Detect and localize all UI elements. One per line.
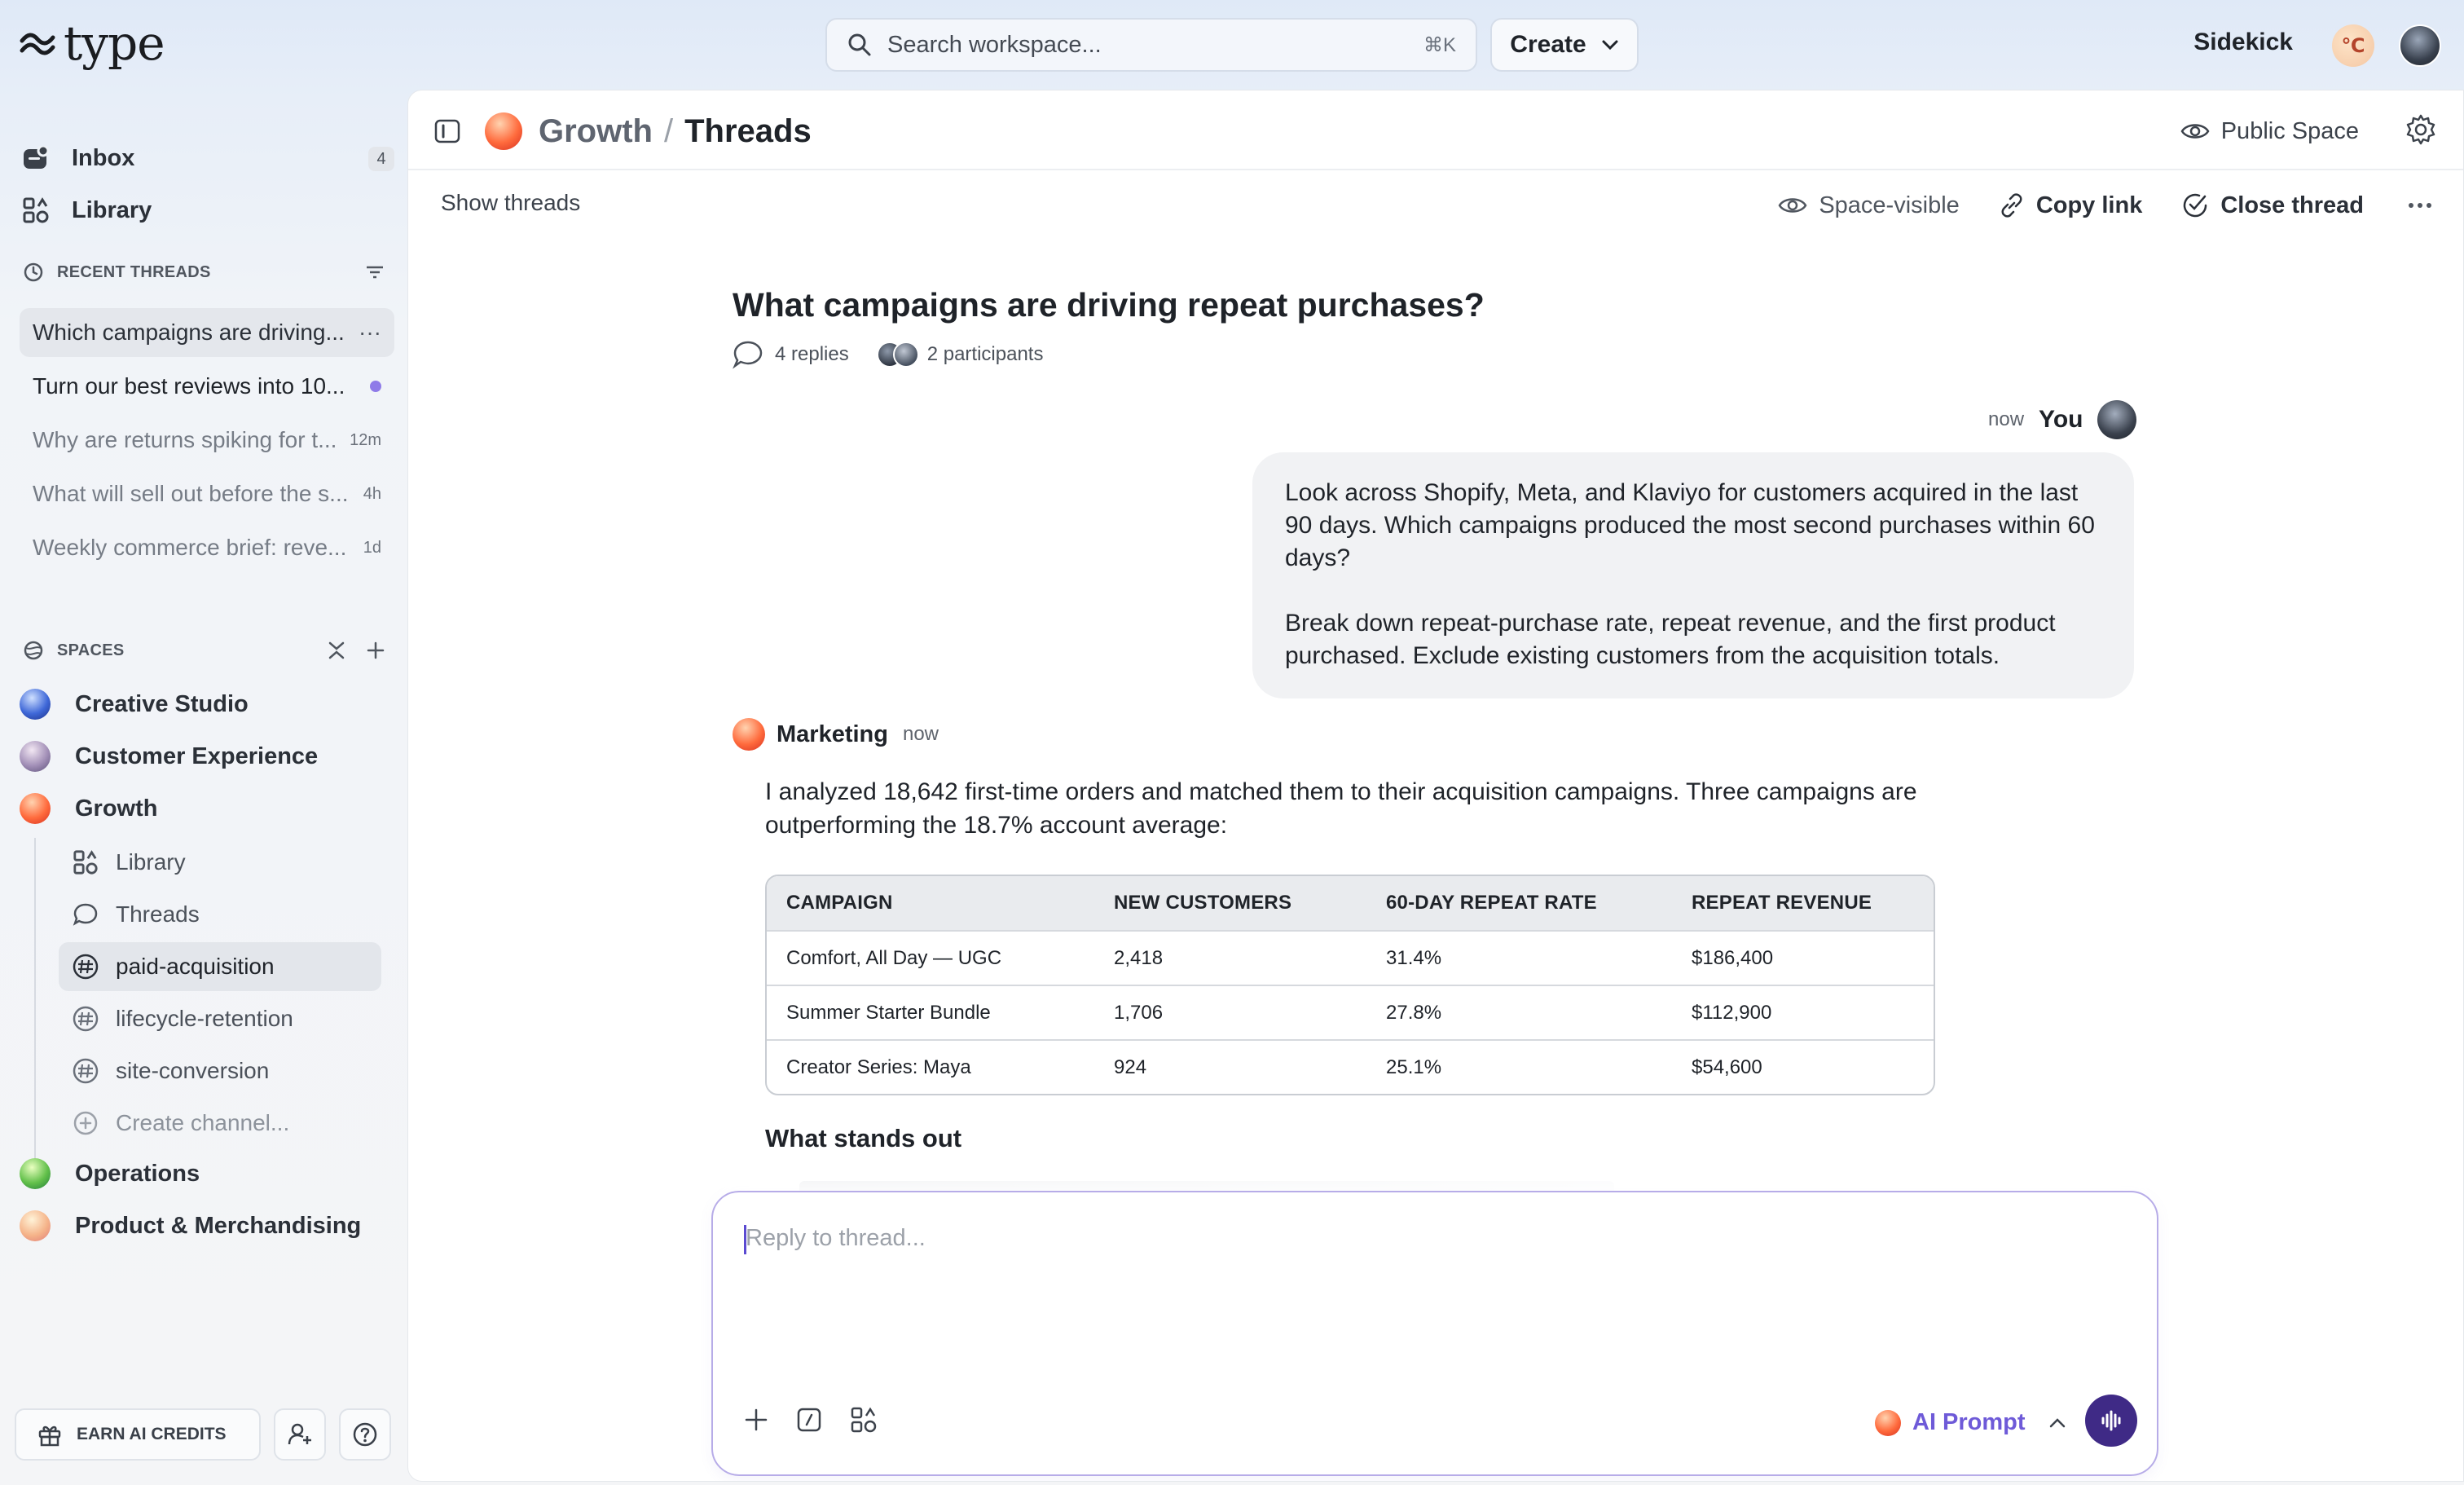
message-time: now <box>1988 408 2025 430</box>
campaign-table <box>765 875 1935 1095</box>
thread-item-title: Why are returns spiking for t... <box>33 427 337 452</box>
comment-icon <box>733 340 763 369</box>
reply-input[interactable]: Reply to thread... <box>746 1225 926 1251</box>
table-cell: Summer Starter Bundle <box>767 985 1094 1039</box>
waveform-icon <box>2099 1408 2123 1433</box>
add-space-icon[interactable] <box>367 641 385 659</box>
earn-ai-credits-button[interactable] <box>15 1408 261 1461</box>
space-orb-icon <box>20 1158 51 1189</box>
participant-avatars <box>877 342 919 368</box>
create-label: Create <box>1510 31 1586 58</box>
thread-icon <box>70 899 101 930</box>
space-visible-label: Space-visible <box>1819 192 1960 218</box>
space-item-growth[interactable] <box>20 786 394 831</box>
filter-icon[interactable] <box>365 264 385 280</box>
app-logo[interactable] <box>20 15 165 72</box>
top-bar <box>0 0 2464 90</box>
thread-item-time: 1d <box>363 538 381 557</box>
breadcrumb-space[interactable]: Growth <box>539 112 653 149</box>
thread-item-time: 12m <box>350 430 381 449</box>
space-child-threads[interactable] <box>59 890 381 939</box>
voice-input-button[interactable] <box>2085 1395 2137 1447</box>
composer-tools <box>744 1406 878 1434</box>
thread-item-title: What will sell out before the s... <box>33 481 349 506</box>
copy-link-label: Copy link <box>2035 192 2143 218</box>
library-icon <box>20 194 52 227</box>
close-thread-label: Close thread <box>2220 192 2364 218</box>
search-input[interactable] <box>825 18 1477 72</box>
clock-icon <box>23 262 44 283</box>
sidekick-label[interactable]: Sidekick <box>2193 29 2293 55</box>
breadcrumb-separator: / <box>663 112 674 149</box>
help-button[interactable] <box>339 1408 391 1461</box>
space-child-label: Threads <box>116 901 200 927</box>
spaces-title: SPACES <box>57 641 125 659</box>
channel-hash-icon <box>70 1003 101 1034</box>
table-row <box>767 1039 1934 1094</box>
channel-hash-icon <box>70 951 101 982</box>
check-circle-icon <box>2181 192 2209 219</box>
recent-thread-item[interactable] <box>20 308 394 357</box>
table-cell: 25.1% <box>1366 1039 1672 1094</box>
table-header-cell: 60-DAY REPEAT RATE <box>1366 876 1672 930</box>
space-child-site-conversion[interactable] <box>59 1047 381 1095</box>
recent-thread-item[interactable] <box>20 416 394 465</box>
sidebar-item-library[interactable] <box>20 187 394 233</box>
thread-item-title: Turn our best reviews into 10... <box>33 373 345 399</box>
ai-prompt-selector[interactable] <box>1875 1409 2066 1436</box>
recent-threads-title: RECENT THREADS <box>57 262 211 281</box>
thread-toolbar <box>408 170 2464 239</box>
add-user-icon <box>287 1421 313 1448</box>
breadcrumb <box>485 107 812 156</box>
space-orb-icon <box>20 741 51 772</box>
sidebar <box>0 90 407 1485</box>
space-child-paid-acquisition[interactable] <box>59 942 381 991</box>
globe-icon <box>23 640 44 661</box>
earn-ai-credits-label: EARN AI CREDITS <box>77 1425 227 1443</box>
library-icon <box>70 847 101 878</box>
sidekick-avatar[interactable]: ℃ <box>2332 24 2374 67</box>
reply-composer[interactable] <box>711 1191 2158 1476</box>
chevron-up-icon <box>2048 1417 2066 1429</box>
sidebar-item-inbox[interactable] <box>20 135 394 181</box>
table-header-cell: CAMPAIGN <box>767 876 1094 930</box>
avatar <box>2097 400 2136 439</box>
message-author: Marketing <box>777 720 888 747</box>
more-options-icon[interactable]: ··· <box>359 319 381 345</box>
user-avatar[interactable] <box>2399 24 2441 67</box>
ai-prompt-label: AI Prompt <box>1912 1409 2026 1435</box>
copy-link-button[interactable] <box>1999 192 2143 219</box>
recent-thread-item[interactable] <box>20 362 394 411</box>
table-cell: Comfort, All Day — UGC <box>767 930 1094 985</box>
thread-item-title: Weekly commerce brief: reve... <box>33 535 347 560</box>
space-item-label: Creative Studio <box>75 690 249 717</box>
gift-icon <box>37 1422 62 1447</box>
sidebar-item-label: Inbox <box>72 144 135 171</box>
space-child-lifecycle-retention[interactable] <box>59 994 381 1043</box>
ai-message-intro: I analyzed 18,642 first-time orders and matched them to their acquisition campaigns. Three campaigns are outperforming the 18.7% account average: <box>765 778 1917 839</box>
recent-thread-item[interactable] <box>20 523 394 572</box>
ai-orb-icon <box>1875 1410 1901 1436</box>
marketing-orb-icon <box>733 718 765 751</box>
message-paragraph: Break down repeat-purchase rate, repeat revenue, and the first product purchased. Exclude existing customers from the acquisition totals. <box>1285 610 2056 669</box>
sidebar-toggle-icon[interactable] <box>434 118 460 144</box>
search-icon <box>847 32 873 58</box>
show-threads-button[interactable]: Show threads <box>441 190 581 215</box>
message-time: now <box>902 723 939 745</box>
more-options-icon[interactable] <box>2408 202 2432 209</box>
table-header-cell: REPEAT REVENUE <box>1672 876 1934 930</box>
user-message-header <box>1988 400 2136 439</box>
inbox-icon <box>20 142 52 174</box>
eye-icon <box>1778 195 1807 216</box>
thread-actions <box>1778 185 2432 226</box>
recent-threads-header <box>23 256 389 289</box>
space-child-label: lifecycle-retention <box>116 1006 293 1031</box>
plus-circle-icon <box>70 1108 101 1139</box>
breadcrumb-page: Threads <box>684 112 812 149</box>
table-cell: 1,706 <box>1094 985 1366 1039</box>
ai-message-header <box>733 718 939 751</box>
space-child-label: paid-acquisition <box>116 954 275 979</box>
table-cell: $112,900 <box>1672 985 1934 1039</box>
table-header-cell: NEW CUSTOMERS <box>1094 876 1366 930</box>
table-cell: 27.8% <box>1366 985 1672 1039</box>
plus-icon[interactable] <box>744 1408 768 1432</box>
growth-orb-icon <box>485 112 522 150</box>
space-item-label: Operations <box>75 1160 200 1187</box>
close-thread-button[interactable] <box>2181 192 2364 219</box>
create-channel-button[interactable] <box>59 1099 381 1148</box>
search-shortcut: ⌘K <box>1423 33 1456 56</box>
spaces-header <box>23 634 389 667</box>
search-placeholder: Search workspace... <box>887 31 1102 58</box>
gear-icon[interactable] <box>2405 113 2437 146</box>
collapse-all-icon[interactable] <box>328 641 345 660</box>
space-child-library[interactable] <box>59 838 381 887</box>
table-cell: $186,400 <box>1672 930 1934 985</box>
table-cell: 31.4% <box>1366 930 1672 985</box>
chevron-down-icon <box>1601 39 1619 51</box>
unread-dot <box>370 381 381 392</box>
main-panel <box>407 90 2464 1482</box>
space-item-product-merchandising[interactable] <box>20 1203 394 1249</box>
space-orb-icon <box>20 793 51 824</box>
space-item-label: Customer Experience <box>75 742 319 769</box>
table-cell: 2,418 <box>1094 930 1366 985</box>
sidebar-item-label: Library <box>72 196 152 223</box>
space-child-label: Library <box>116 849 186 875</box>
message-author: You <box>2039 406 2083 433</box>
space-child-label: site-conversion <box>116 1058 270 1083</box>
space-item-label: Product & Merchandising <box>75 1212 362 1239</box>
help-icon <box>352 1421 378 1448</box>
space-item-customer-experience[interactable] <box>20 734 394 779</box>
thread-title: What campaigns are driving repeat purchases? <box>733 286 1485 324</box>
eye-icon <box>2180 121 2210 142</box>
space-child-label: Create channel... <box>116 1110 290 1135</box>
logo-waves-icon <box>20 31 55 55</box>
message-paragraph: Look across Shopify, Meta, and Klaviyo for customers acquired in the last 90 days. Which campaigns produced the most second purchases within 60 days? <box>1285 479 2095 571</box>
inbox-count-badge: 4 <box>368 147 394 171</box>
main-header <box>408 90 2464 170</box>
channel-hash-icon <box>70 1055 101 1086</box>
library-icon[interactable] <box>850 1406 878 1434</box>
section-heading: What stands out <box>765 1124 962 1152</box>
replies-count[interactable]: 4 replies <box>775 343 849 365</box>
table-cell: Creator Series: Maya <box>767 1039 1094 1094</box>
public-space-button[interactable] <box>2180 113 2359 149</box>
space-item-operations[interactable] <box>20 1151 394 1196</box>
thread-item-time: 4h <box>363 484 381 503</box>
space-visible-button[interactable] <box>1778 192 1959 219</box>
user-message-bubble <box>1252 452 2134 698</box>
table-cell: 924 <box>1094 1039 1366 1094</box>
link-icon <box>1999 192 2025 218</box>
space-orb-icon <box>20 689 51 720</box>
table-cell: $54,600 <box>1672 1039 1934 1094</box>
thread-meta <box>733 340 1043 369</box>
space-item-label: Growth <box>75 795 158 822</box>
logo-text: type <box>64 15 165 71</box>
create-button[interactable] <box>1490 18 1639 72</box>
slash-command-icon[interactable] <box>796 1407 822 1433</box>
tree-guide-line <box>34 838 36 1162</box>
recent-thread-item[interactable] <box>20 469 394 518</box>
participant-avatar <box>893 342 919 368</box>
space-item-creative-studio[interactable] <box>20 681 394 727</box>
invite-user-button[interactable] <box>274 1408 326 1461</box>
table-row <box>767 985 1934 1039</box>
table-header-row <box>767 876 1934 930</box>
table-row <box>767 930 1934 985</box>
participants-count[interactable]: 2 participants <box>926 343 1044 365</box>
space-orb-icon <box>20 1210 51 1241</box>
public-space-label: Public Space <box>2220 117 2359 144</box>
thread-item-title: Which campaigns are driving... <box>33 319 345 345</box>
